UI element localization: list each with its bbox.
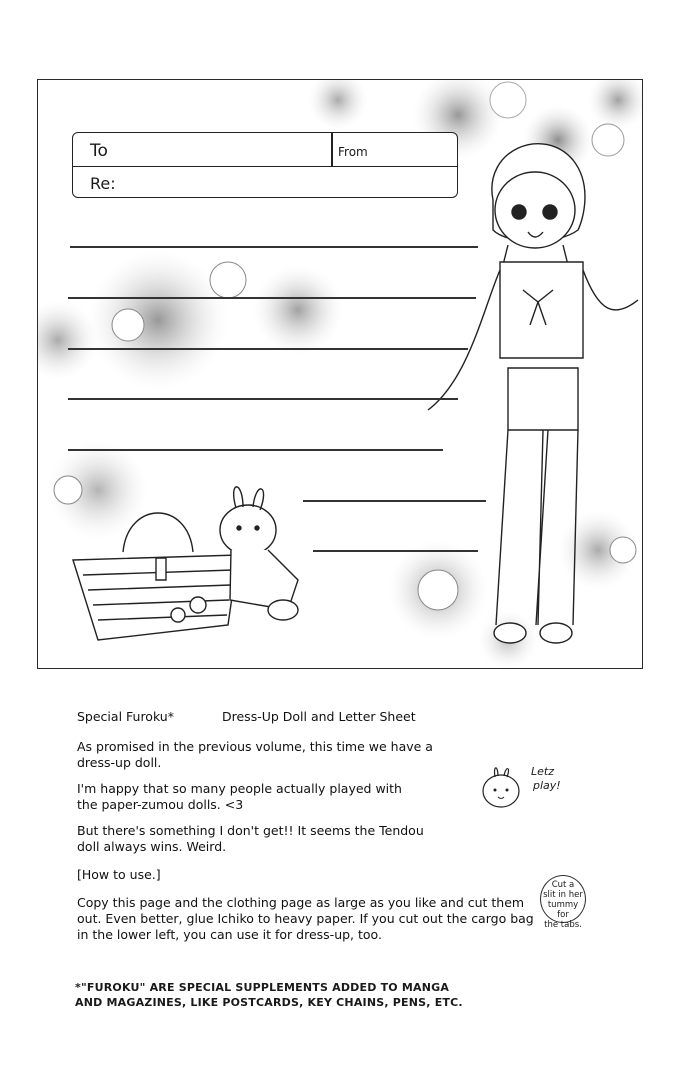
bottom-right-flowers [388,510,638,669]
left-flowers [38,250,343,540]
article-header-right: Dress-Up Doll and Letter Sheet [222,709,416,724]
article-paragraph: I'm happy that so many people actually played with the paper-zumou dolls. <3 [77,781,402,812]
letter-sheet-frame [37,79,643,669]
from-label: From [338,145,368,159]
article-paragraph: Copy this page and the clothing page as large as you like and cut them out. Even better, glue Ichiko to heavy paper. If you cut out the cargo bag in the lower left, you can use it for dress-up, too. [77,895,534,942]
bubble-line: tummy for [547,900,579,920]
address-box [72,132,458,198]
letz-line: Letz [531,765,554,778]
re-label: Re: [90,174,116,193]
play-line: play! [533,779,561,792]
writing-line [68,449,443,451]
article-paragraph: But there's something I don't get!! It seems the Tendou doll always wins. Weird. [77,823,424,854]
writing-line [68,297,476,299]
article-header-left: Special Furoku* [77,709,174,724]
writing-line [68,348,468,350]
bubble-line: the tabs. [544,920,582,930]
bunny-face-doodle [476,763,526,811]
bunny-illustration [220,487,298,620]
writing-line [68,398,458,400]
bubble-line: slit in her [543,890,583,900]
writing-line [70,246,478,248]
footnote-line: AND MAGAZINES, LIKE POSTCARDS, KEY CHAINS, PENS, ETC. [75,996,463,1009]
to-label: To [90,141,108,161]
article-paragraph: As promised in the previous volume, this time we have a dress-up doll. [77,739,433,770]
address-divider [331,133,333,166]
footnote [75,980,495,1010]
article-paragraph: [How to use.] [77,867,161,882]
writing-line [303,500,486,502]
speech-bubble [540,875,586,930]
footnote-line: *"FUROKU" ARE SPECIAL SUPPLEMENTS ADDED TO MANGA [75,981,450,994]
address-top-row [73,133,457,167]
letz-play-note [531,765,561,793]
bubble-line: Cut a [551,880,575,890]
writing-line [313,550,478,552]
